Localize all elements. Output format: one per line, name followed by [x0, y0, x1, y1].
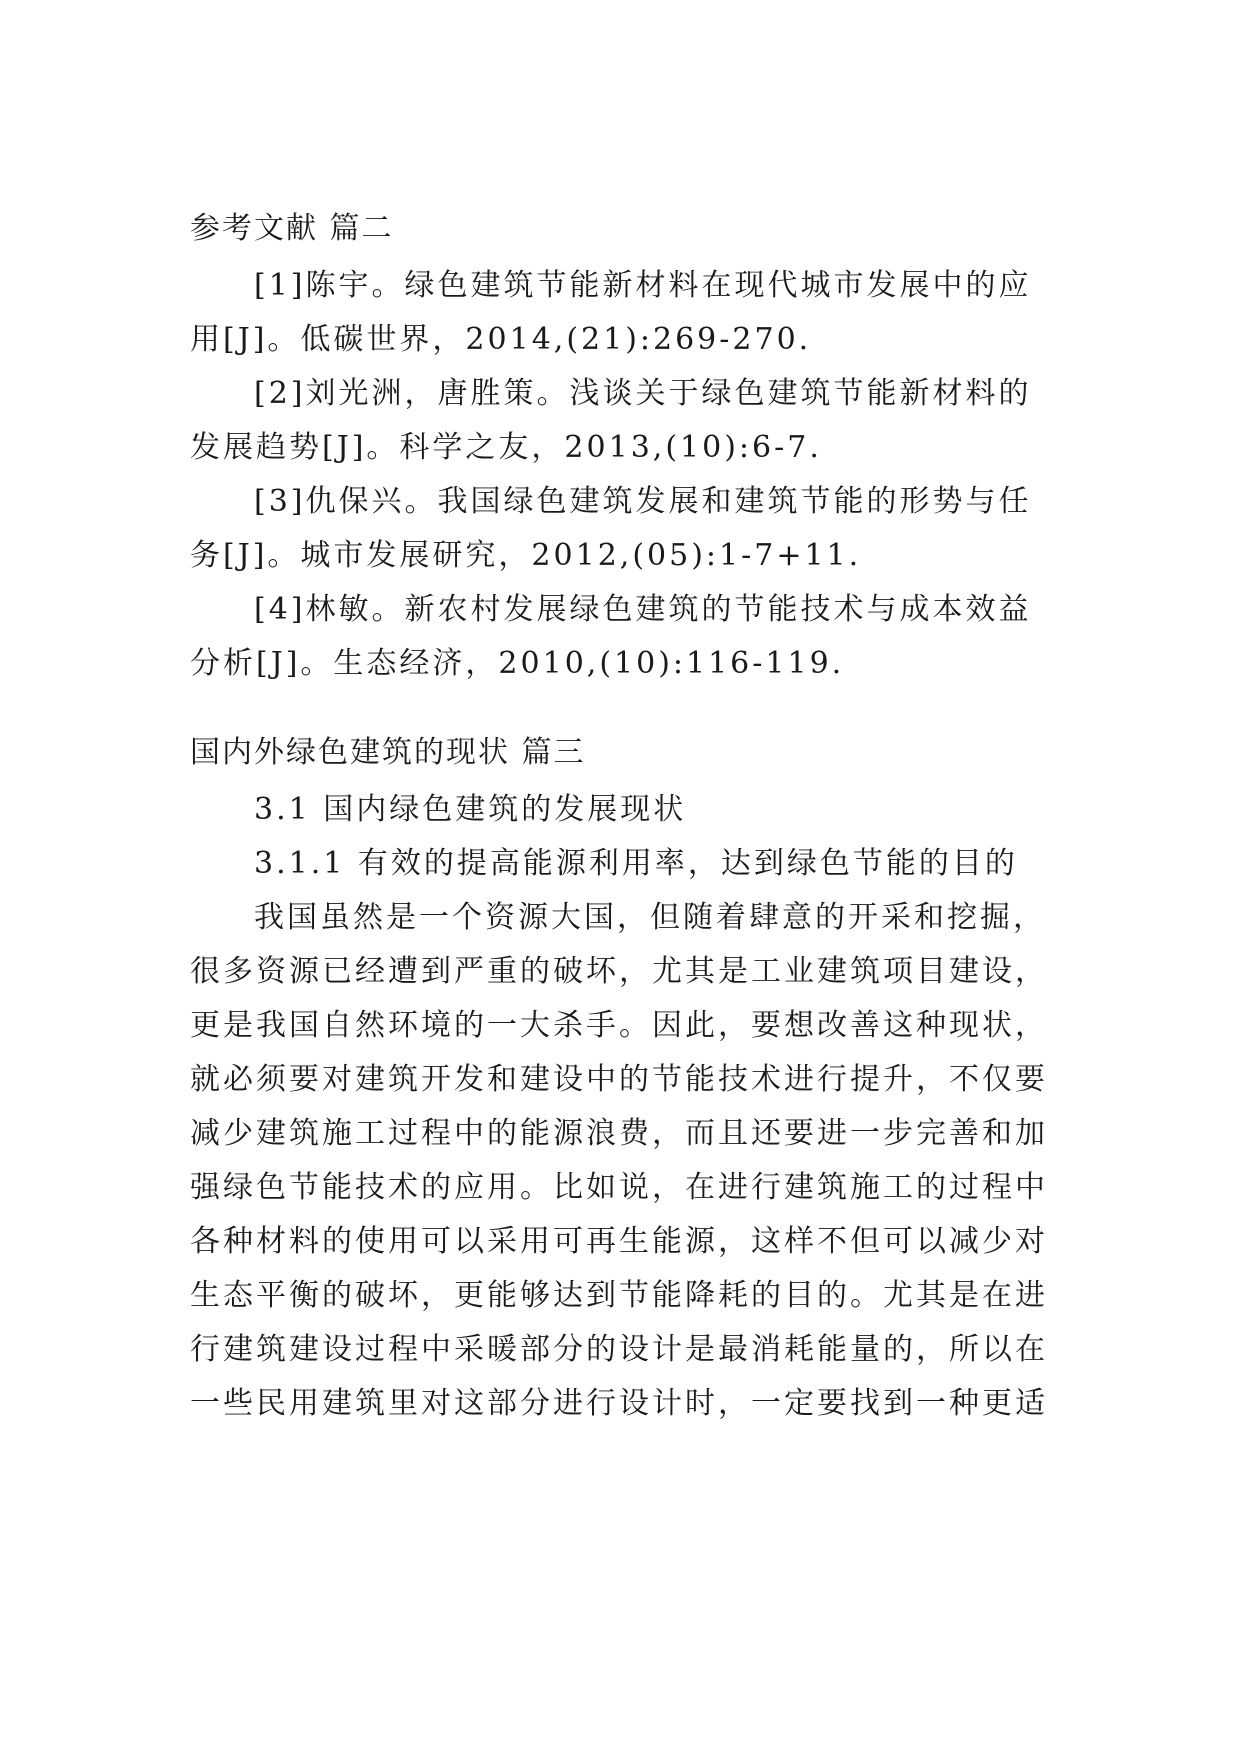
- section-heading-green-building-status: 国内外绿色建筑的现状 篇三: [190, 735, 586, 770]
- reference-4-line-1: [4]林敏。新农村发展绿色建筑的节能技术与成本效益: [254, 592, 1032, 627]
- reference-1-line-1: [1]陈宇。绿色建筑节能新材料在现代城市发展中的应: [254, 268, 1032, 303]
- paragraph-line-4: 就必须要对建筑开发和建设中的节能技术进行提升，不仅要: [190, 1062, 1048, 1097]
- paragraph-line-6: 强绿色节能技术的应用。比如说，在进行建筑施工的过程中: [190, 1170, 1048, 1205]
- section-heading-references: 参考文献 篇二: [190, 211, 394, 246]
- paragraph-line-10: 一些民用建筑里对这部分进行设计时，一定要找到一种更适: [190, 1386, 1048, 1421]
- reference-1-line-2: 用[J]。低碳世界，2014,(21):269-270.: [190, 322, 812, 357]
- paragraph-line-7: 各种材料的使用可以采用可再生能源，这样不但可以减少对: [190, 1224, 1048, 1259]
- subheading-3-1: 3.1 国内绿色建筑的发展现状: [254, 792, 687, 827]
- reference-3-line-1: [3]仇保兴。我国绿色建筑发展和建筑节能的形势与任: [254, 484, 1032, 519]
- reference-3-line-2: 务[J]。城市发展研究，2012,(05):1-7+11.: [190, 538, 862, 573]
- reference-2-line-1: [2]刘光洲，唐胜策。浅谈关于绿色建筑节能新材料的: [254, 376, 1032, 411]
- reference-2-line-2: 发展趋势[J]。科学之友，2013,(10):6-7.: [190, 430, 822, 465]
- paragraph-line-9: 行建筑建设过程中采暖部分的设计是最消耗能量的，所以在: [190, 1332, 1048, 1367]
- paragraph-line-2: 很多资源已经遭到严重的破坏，尤其是工业建筑项目建设，: [190, 954, 1048, 989]
- subheading-3-1-1: 3.1.1 有效的提高能源利用率，达到绿色节能的目的: [254, 846, 1018, 881]
- paragraph-line-3: 更是我国自然环境的一大杀手。因此，要想改善这种现状，: [190, 1008, 1048, 1043]
- paragraph-line-5: 减少建筑施工过程中的能源浪费，而且还要进一步完善和加: [190, 1116, 1048, 1151]
- paragraph-line-1: 我国虽然是一个资源大国，但随着肆意的开采和挖掘，: [254, 900, 1046, 935]
- reference-4-line-2: 分析[J]。生态经济，2010,(10):116-119.: [190, 646, 845, 681]
- paragraph-line-8: 生态平衡的破坏，更能够达到节能降耗的目的。尤其是在进: [190, 1278, 1048, 1313]
